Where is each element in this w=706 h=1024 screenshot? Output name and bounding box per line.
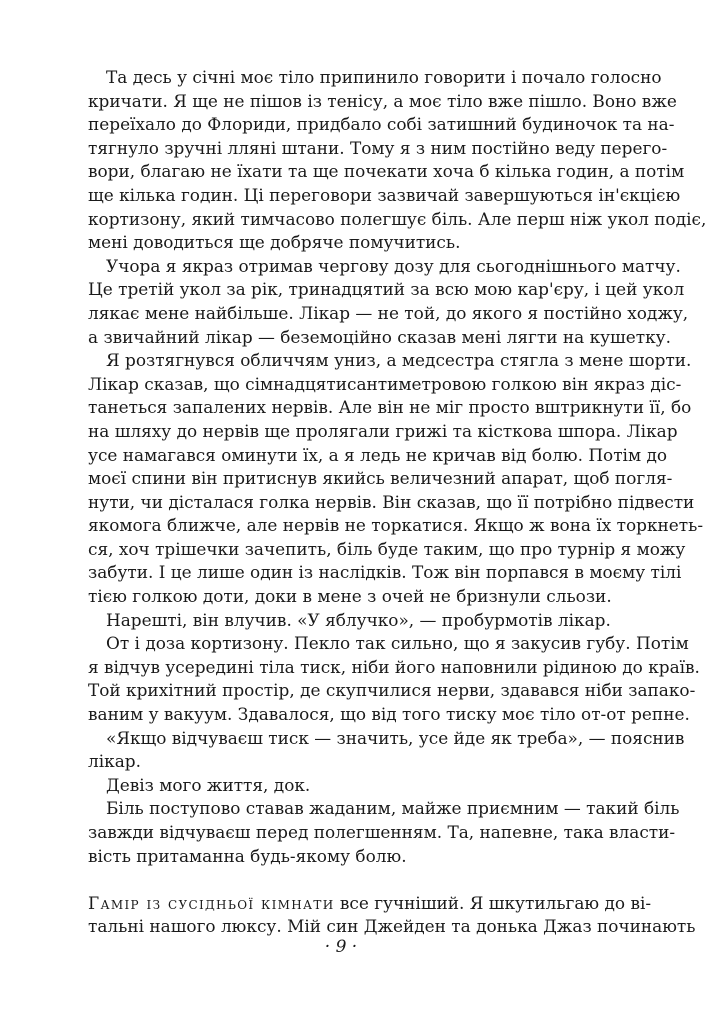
- text-line: тальні нашого люксу. Мій син Джейден та донька Джаз починають: [88, 916, 696, 937]
- text-line: моєї спини він притиснув якийсь величезний апарат, щоб погля-: [88, 468, 673, 489]
- text-line: мені доводиться ще добряче помучитись.: [88, 232, 461, 253]
- page-body: [88, 66, 706, 939]
- text-line: вори, благаю не їхати та ще почекати хоча б кілька годин, а потім: [88, 161, 685, 182]
- text-line: Лікар сказав, що сімнадцятисантиметровою голкою він якраз діс-: [88, 373, 682, 394]
- text-line: Нарешті, він влучив. «У яблучко», — пробурмотів лікар.: [106, 609, 611, 630]
- paragraph-section-2: [88, 892, 696, 939]
- text-line: ще кілька годин. Ці переговори зазвичай завершуються ін'єкцією: [88, 184, 681, 205]
- text-line: на шляху до нервів ще пролягали грижі та кісткова шпора. Лікар: [88, 420, 678, 441]
- text-line: кортизону, який тимчасово полегшує біль. Але перш ніж укол подіє,: [88, 208, 706, 229]
- text-line: лікар.: [88, 751, 141, 772]
- text-line: танеться запалених нервів. Але він не міг просто вштрикнути її, бо: [88, 397, 692, 418]
- text-line: лякає мене найбільше. Лікар — не той, до якого я постійно ходжу,: [88, 302, 689, 323]
- page-number: · 9 ·: [324, 937, 358, 957]
- text-line: усе намагався оминути їх, а я ледь не кричав від болю. Потім до: [88, 444, 668, 465]
- paragraph-5: [88, 632, 700, 726]
- text-line: От і доза кортизону. Пекло так сильно, що я закусив губу. Потім: [106, 633, 689, 654]
- text-line: Біль поступово ставав жаданим, майже приємним — такий біль: [106, 798, 680, 819]
- text-line: Учора я якраз отримав чергову дозу для сьогоднішнього матчу.: [106, 255, 681, 276]
- section-lead-in: Гамір із сусідньої кімнати: [88, 892, 335, 913]
- paragraph-7: [88, 774, 587, 798]
- text-line: Це третій укол за рік, тринадцятий за всю мою кар'єру, і цей укол: [88, 279, 685, 300]
- text-line: нути, чи дісталася голка нервів. Він сказав, що її потрібно підвести: [88, 491, 695, 512]
- text-line: Девіз мого життя, док.: [106, 774, 311, 795]
- text-line: переїхало до Флориди, придбало собі затишний будиночок та на-: [88, 114, 675, 135]
- paragraph-1: [88, 66, 706, 255]
- text-line: забути. І це лише один із наслідків. Тож він порпався в моєму тілі: [88, 562, 682, 583]
- text-line: вість притаманна будь-якому болю.: [88, 845, 407, 866]
- paragraph-8: [88, 797, 680, 868]
- text-line: я відчув усередині тіла тиск, ніби його наповнили рідиною до країв.: [88, 656, 700, 677]
- section-break: [88, 868, 587, 892]
- section-lead-rest: все гучніший. Я шкутильгаю до ві-: [334, 892, 652, 913]
- text-line: Та десь у січні моє тіло припинило говорити і почало голосно: [106, 67, 662, 87]
- text-line: Той крихітний простір, де скупчилися нерви, здавався ніби запако-: [88, 680, 696, 701]
- text-line: Я розтягнувся обличчям униз, а медсестра стягла з мене шорти.: [106, 350, 692, 371]
- text-line: [88, 892, 652, 916]
- paragraph-3: [88, 349, 704, 609]
- text-line: тягнуло зручні лляні штани. Тому я з ним постійно веду перего-: [88, 137, 668, 158]
- paragraph-6: [88, 727, 685, 774]
- paragraph-2: [88, 255, 689, 349]
- paragraph-4: [88, 609, 611, 633]
- text-line: завжди відчуваєш перед полегшенням. Та, напевне, така власти-: [88, 822, 676, 842]
- text-line: ся, хоч трішечки зачепить, біль буде таким, що про турнір я можу: [88, 538, 686, 559]
- text-line: ваним у вакуум. Здавалося, що від того тиску моє тіло от-от репне.: [88, 704, 690, 725]
- text-line: а звичайний лікар — беземоційно сказав мені лягти на кушетку.: [88, 326, 671, 347]
- text-line: тією голкою доти, доки в мене з очей не бризнули сльози.: [88, 586, 612, 607]
- text-line: кричати. Я ще не пішов із тенісу, а моє тіло вже пішло. Воно вже: [88, 90, 677, 111]
- text-line: «Якщо відчуваєш тиск — значить, усе йде як треба», — пояснив: [106, 727, 685, 748]
- text-line: якомога ближче, але нервів не торкатися. Якщо ж вона їх торкнеть-: [88, 515, 704, 536]
